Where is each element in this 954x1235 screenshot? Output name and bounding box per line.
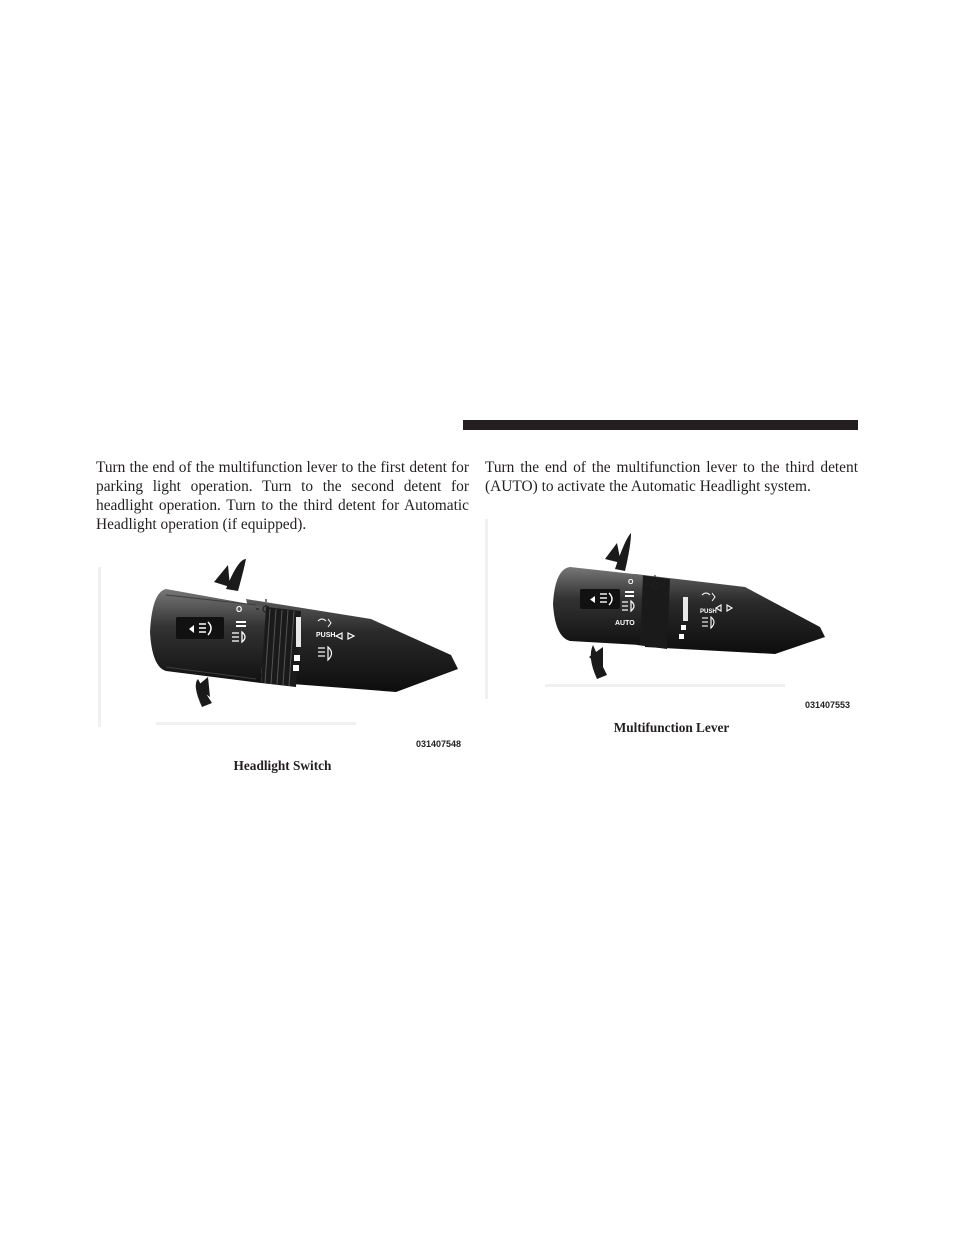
multifunction-lever-figure — [485, 499, 858, 712]
section-rule — [463, 420, 858, 430]
headlight-switch-figure — [96, 537, 469, 749]
ring-indicator — [296, 617, 301, 647]
figure-code: 031407553 — [805, 700, 851, 710]
indicator-dot — [294, 655, 300, 661]
rotate-up-arrow — [214, 559, 246, 591]
headlight-switch-illustration — [96, 537, 469, 749]
auto-label: AUTO — [615, 620, 635, 627]
rotate-down-arrow — [589, 645, 607, 679]
headlight-switch-caption: Headlight Switch — [233, 758, 332, 773]
headlight-paragraph: Turn the end of the multifunction lever to the first detent for parking light operation. Turn to the second detent for headlight operation. Turn to the third detent for Automatic Headlight operation (if equipped). — [96, 459, 469, 533]
indicator-dot — [681, 625, 686, 630]
indicator-dot — [679, 634, 684, 639]
off-label: O — [628, 579, 634, 586]
push-label: PUSH — [316, 632, 336, 639]
rotate-down-arrow — [196, 677, 212, 707]
ring-indicator — [683, 597, 688, 621]
multifunction-lever-illustration — [485, 499, 858, 712]
knob-window — [580, 589, 620, 609]
auto-headlight-paragraph: Turn the end of the multifunction lever to the third detent (AUTO) to activate the Automatic Headlight system. — [485, 459, 858, 495]
indicator-dot — [293, 665, 299, 671]
push-label: PUSH — [700, 609, 717, 615]
figure-code: 031407548 — [416, 739, 462, 749]
multifunction-lever-caption: Multifunction Lever — [613, 720, 730, 735]
off-label: O — [236, 605, 243, 614]
rotate-up-arrow — [605, 533, 631, 571]
